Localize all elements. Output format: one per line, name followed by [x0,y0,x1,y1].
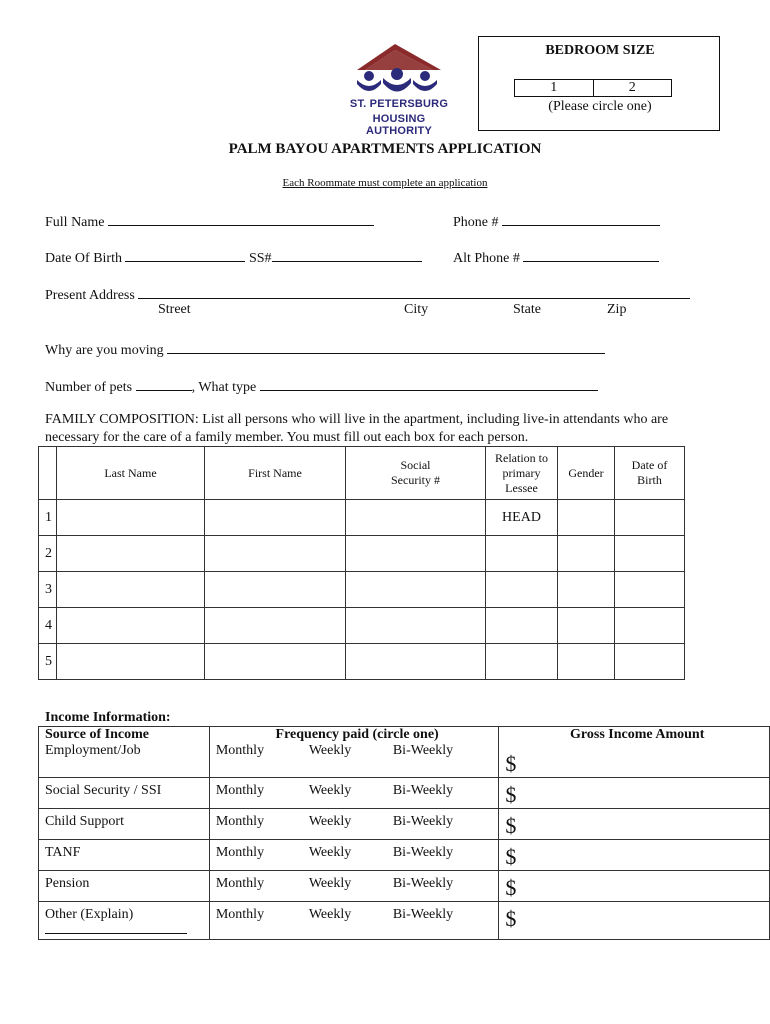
income-row-child-support [39,809,770,840]
ssn-header-line2: Security # [391,473,440,487]
dollar-sign: $ [505,875,517,900]
monthly-option[interactable]: Monthly [215,845,265,860]
dob-header-line2: Birth [637,473,662,487]
income-row-employment [39,743,770,778]
relation-cell: HEAD [486,500,558,536]
pets-type-input[interactable] [260,376,598,391]
table-row [39,608,685,644]
dob-input[interactable] [125,247,245,262]
biweekly-option[interactable]: Bi-Weekly [392,743,454,758]
last-name-header: Last Name [57,447,205,500]
ss-label: SS# [248,251,272,266]
income-source-label: Employment/Job [45,743,141,758]
dob-field [45,247,422,267]
alt-phone-field [453,247,659,267]
moving-label: Why are you moving [45,343,164,358]
phone-input[interactable] [502,211,660,226]
first-name-cell[interactable] [205,536,346,572]
biweekly-option[interactable]: Bi-Weekly [392,876,454,891]
row-number: 5 [39,644,57,680]
housing-authority-logo [345,44,453,137]
relation-cell[interactable] [486,572,558,608]
ssn-cell[interactable] [346,644,486,680]
frequency-cell [209,871,499,902]
ssn-header [346,447,486,500]
amount-cell[interactable] [499,902,770,940]
biweekly-option[interactable]: Bi-Weekly [392,907,454,922]
amount-header: Gross Income Amount [499,727,770,744]
row-number: 2 [39,536,57,572]
income-table [38,726,770,940]
dob-cell[interactable] [615,500,685,536]
frequency-cell [209,809,499,840]
ssn-cell[interactable] [346,572,486,608]
frequency-cell [209,743,499,778]
relation-header-line2: primary [502,465,541,480]
amount-cell[interactable] [499,840,770,871]
alt-phone-input[interactable] [523,247,659,262]
bedroom-size-note: (Please circle one) [548,99,652,114]
full-name-input[interactable] [108,211,374,226]
alt-phone-label: Alt Phone # [453,251,520,266]
amount-cell[interactable] [499,778,770,809]
table-row [39,644,685,680]
frequency-header: Frequency paid (circle one) [209,727,499,744]
logo-text-line1: ST. PETERSBURG [349,98,449,110]
amount-cell[interactable] [499,809,770,840]
address-input[interactable] [138,284,690,299]
dollar-sign: $ [505,813,517,838]
address-street-label: Street [158,302,191,317]
relation-cell[interactable] [486,644,558,680]
address-field [45,284,690,304]
bedroom-option-1[interactable]: 1 [550,80,558,95]
monthly-option[interactable]: Monthly [215,876,265,891]
dob-cell[interactable] [615,536,685,572]
last-name-cell[interactable] [57,608,205,644]
pets-field [45,376,598,396]
frequency-cell [209,778,499,809]
income-row-other [39,902,770,940]
monthly-option[interactable]: Monthly [215,814,265,829]
last-name-cell[interactable] [57,644,205,680]
dollar-sign: $ [505,751,517,776]
income-source-label: Pension [45,876,90,891]
amount-cell[interactable] [499,871,770,902]
family-instructions-line1: FAMILY COMPOSITION: List all persons who will live in the apartment, including live-in attendants who are [45,412,669,427]
address-state-label: State [513,302,541,317]
first-name-cell[interactable] [205,572,346,608]
relation-header-line1: Relation to [495,450,548,465]
income-row-ssi [39,778,770,809]
last-name-cell[interactable] [57,536,205,572]
amount-cell[interactable] [499,743,770,778]
dob-cell[interactable] [615,644,685,680]
family-instructions-line2: necessary for the care of a family member. You must fill out each box for each person. [45,430,529,445]
relation-cell[interactable] [486,608,558,644]
relation-header [486,447,558,500]
income-source-label: Social Security / SSI [45,783,162,798]
family-table-header-row [39,447,685,500]
subtitle-text: Each Roommate must complete an application [282,177,488,189]
income-header-row [39,727,770,744]
income-source [39,871,210,902]
income-source [39,778,210,809]
gender-cell[interactable] [558,500,615,536]
relation-header-line3: Lessee [505,480,538,495]
table-row [39,572,685,608]
bedroom-size-title: BEDROOM SIZE [545,43,655,58]
family-composition-table [38,446,685,680]
logo-house-icon [345,44,453,100]
last-name-cell[interactable] [57,500,205,536]
monthly-option[interactable]: Monthly [215,783,265,798]
phone-label: Phone # [453,215,499,230]
address-zip-label: Zip [607,302,627,317]
address-city-label: City [404,302,429,317]
ssn-cell[interactable] [346,536,486,572]
bedroom-size-box [478,36,720,131]
income-source [39,902,210,940]
row-number-header [39,447,57,500]
gender-cell[interactable] [558,536,615,572]
full-name-label: Full Name [45,215,105,230]
weekly-option[interactable]: Weekly [308,876,352,891]
gender-cell[interactable] [558,608,615,644]
gender-header: Gender [558,447,615,500]
dob-label: Date Of Birth [45,251,122,266]
address-label: Present Address [45,288,135,303]
bedroom-size-options [514,79,672,97]
income-heading: Income Information: [45,710,171,725]
biweekly-option[interactable]: Bi-Weekly [392,845,454,860]
weekly-option[interactable]: Weekly [308,814,352,829]
income-source-label: Other (Explain) [45,907,134,922]
weekly-option[interactable]: Weekly [308,783,352,798]
dollar-sign: $ [505,844,517,869]
dob-header-line1: Date of [631,458,668,472]
weekly-option[interactable]: Weekly [308,845,352,860]
income-row-pension [39,871,770,902]
ssn-header-line1: Social [400,458,431,472]
page-title: PALM BAYOU APARTMENTS APPLICATION [228,141,542,157]
logo-text-line2: HOUSING AUTHORITY [366,113,432,137]
income-source [39,743,210,778]
dob-cell[interactable] [615,608,685,644]
table-row [39,536,685,572]
monthly-option[interactable]: Monthly [215,743,265,758]
pets-count-input[interactable] [136,376,192,391]
ssn-cell[interactable] [346,500,486,536]
first-name-header: First Name [205,447,346,500]
dollar-sign: $ [505,906,517,931]
biweekly-option[interactable]: Bi-Weekly [392,814,454,829]
dob-cell[interactable] [615,572,685,608]
row-number: 4 [39,608,57,644]
row-number: 1 [39,500,57,536]
dob-header [615,447,685,500]
other-explain-input[interactable] [45,927,187,934]
pets-label: Number of pets [45,380,133,395]
frequency-cell [209,902,499,940]
first-name-cell[interactable] [205,608,346,644]
monthly-option[interactable]: Monthly [215,907,265,922]
first-name-cell[interactable] [205,644,346,680]
income-source-label: TANF [45,845,81,860]
last-name-cell[interactable] [57,572,205,608]
income-row-tanf [39,840,770,871]
ss-input[interactable] [272,247,422,262]
bedroom-option-2[interactable]: 2 [593,80,672,96]
table-row [39,500,685,536]
source-header: Source of Income [39,727,210,744]
page-subtitle [0,177,770,189]
income-source [39,809,210,840]
first-name-cell[interactable] [205,500,346,536]
relation-cell[interactable] [486,536,558,572]
ssn-cell[interactable] [346,608,486,644]
row-number: 3 [39,572,57,608]
phone-field [453,211,660,231]
full-name-field [45,211,374,231]
weekly-option[interactable]: Weekly [308,907,352,922]
frequency-cell [209,840,499,871]
moving-field [45,339,605,359]
gender-cell[interactable] [558,644,615,680]
weekly-option[interactable]: Weekly [308,743,352,758]
gender-cell[interactable] [558,572,615,608]
moving-input[interactable] [167,339,605,354]
income-source-label: Child Support [45,814,124,829]
biweekly-option[interactable]: Bi-Weekly [392,783,454,798]
income-source [39,840,210,871]
pets-type-label: , What type [191,380,257,395]
dollar-sign: $ [505,782,517,807]
